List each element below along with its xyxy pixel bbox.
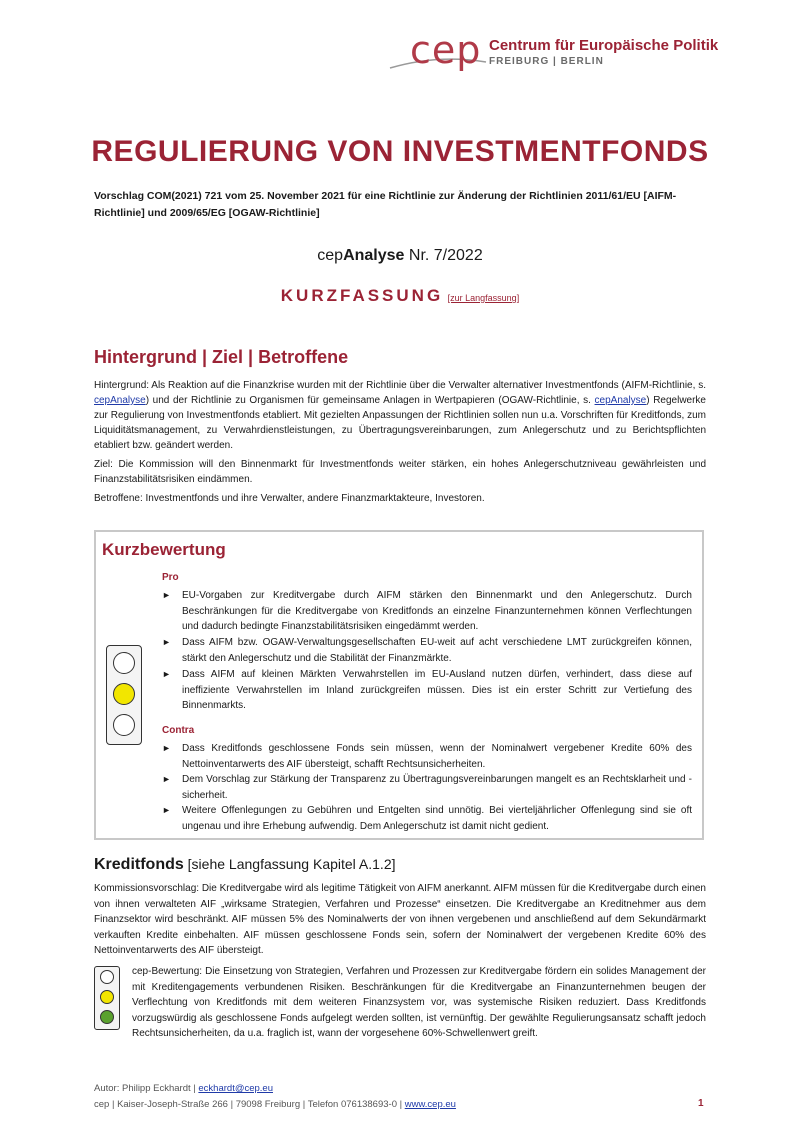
- contra-item: ► Dem Vorschlag zur Stärkung der Transparenz zu Übertragungsvereinbarungen mangelt es an Rechtsklarheit und -sicherheit.: [162, 774, 692, 801]
- traffic-light-kreditfonds: [94, 966, 120, 1030]
- section-heading-hintergrund: Hintergrund | Ziel | Betroffene: [94, 347, 349, 367]
- org-city: FREIBURG | BERLIN: [489, 56, 604, 67]
- traffic-light-green-icon: [100, 1010, 114, 1024]
- traffic-light-yellow-icon: [100, 990, 114, 1004]
- bullet-arrow-icon: ►: [162, 805, 171, 815]
- paragraph-hintergrund: [94, 378, 706, 453]
- cepanalyse-link-aifm[interactable]: cepAnalyse: [94, 395, 146, 406]
- analyse-prefix: cep: [317, 247, 344, 264]
- bullet-arrow-icon: ►: [162, 774, 171, 784]
- org-name: Centrum für Europäische Politik: [489, 37, 719, 54]
- cep-logo-text: cep: [410, 28, 482, 72]
- paragraph-betroffene: Betroffene: Investmentfonds und ihre Verwalter, andere Finanzmarktakteure, Investoren.: [94, 493, 485, 504]
- website-link[interactable]: www.cep.eu: [404, 1099, 456, 1110]
- analyse-rest: Nr. 7/2022: [404, 247, 483, 264]
- contra-item: ► Weitere Offenlegungen zu Gebühren und Entgelten sind unnötig. Bei vierteljährlicher Offenlegung sind sie oft ungenau und ihre Erhebung aufwendig. Dem Anlegerschutz ist damit nicht gedient.: [162, 805, 692, 832]
- pro-item: ► Dass AIFM auf kleinen Märkten Verwahrstellen im EU-Ausland nutzen dürfen, verhindert, dass diese auf ineffiziente Verwahrstellen im Inland zurückgreifen müssen. Dies ist ein erster Schritt zur Vertiefung des Binnenmarkts.: [162, 669, 692, 711]
- hintergrund-text-c: ) Regelwerke zur Regulierung von Investmentfonds etabliert. Mit gezielten Anpassungen der Richtlinien sollen nun u.a. Vorschriften für Kreditfonds, zum Liquiditätsmanagement, zu Verwahrdienstleistungen, zu Übertragungsvereinbarungen, zum Anlegerschutz und zu Berichtspflichten etabliert bzw. geändert werden.: [94, 395, 706, 451]
- kreditfonds-ref: [siehe Langfassung Kapitel A.1.2]: [183, 856, 396, 872]
- paragraph-kommissionsvorschlag: Kommissionsvorschlag: Die Kreditvergabe wird als legitime Tätigkeit von AIFM anerkannt. AIFM müssen für die Kreditvergabe durch einen von ihnen verwalteten AIF „wirksame Strategien, Verfahren und Prozesse“ einsetzen. Die Kreditvergabe an Kreditnehmer aus dem Finanzsektor wird beschränkt. AIF müssen 5% des Nominalwerts der von ihnen vergebenen und anschließend auf dem Sekundärmarkt verkauften Kredite einbehalten. AIF müssen geschlossene Fonds sein, sofern der Nominalwert der vergebenen Kredite 60% des Nettoinventarwerts des AIF übersteigt.: [94, 883, 706, 956]
- bullet-arrow-icon: ►: [162, 637, 171, 647]
- traffic-light-bottom-empty-icon: [113, 714, 135, 736]
- paragraph-ziel: Ziel: Die Kommission will den Binnenmarkt für Investmentfonds weiter stärken, ein hohes Anlegerschutzniveau gewährleisten und Finanzstabilitätsrisiken eindämmen.: [94, 459, 706, 485]
- page-number: 1: [698, 1098, 704, 1109]
- pro-item: ► Dass AIFM bzw. OGAW-Verwaltungsgesellschaften EU-weit auf acht verschiedene LMT zurückgreifen können, stärkt den Anlegerschutz und die Stabilität der Finanzmärkte.: [162, 637, 692, 664]
- footer-address: [94, 1099, 456, 1110]
- pro-item: ► EU-Vorgaben zur Kreditvergabe durch AIFM stärken den Binnenmarkt und den Anlegerschutz. Durch Beschränkungen für die Kreditvergabe von Kreditfonds an einzelne Finanzunternehmen können Verflechtungen und dadurch bedingte Finanzstabilitätsrisiken eingedämmt werden.: [162, 590, 692, 632]
- analyse-number: [0, 247, 800, 265]
- analyse-bold: Analyse: [343, 247, 405, 264]
- contra-label: Contra: [162, 725, 195, 736]
- langfassung-link[interactable]: [zur Langfassung]: [447, 293, 520, 303]
- hintergrund-text-b: ) und der Richtlinie zu Organismen für gemeinsame Anlagen in Wertpapieren (OGAW-Richtlinie, s.: [145, 395, 595, 406]
- traffic-light-yellow-icon: [113, 683, 135, 705]
- cepanalyse-link-ogaw[interactable]: cepAnalyse: [594, 395, 647, 406]
- address-text: cep | Kaiser-Joseph-Straße 266 | 79098 Freiburg | Telefon 076138693-0 |: [94, 1099, 405, 1110]
- contra-item: ► Dass Kreditfonds geschlossene Fonds sein müssen, wenn der Nominalwert vergebener Kredite 60% des Nettoinventarwerts des AIF übersteigt, schafft Rechtsunsicherheiten.: [162, 743, 692, 770]
- paragraph-cep-bewertung: cep-Bewertung: Die Einsetzung von Strategien, Verfahren und Prozessen zur Kreditvergabe fördern ein solides Management der mit Kreditengagements verbundenen Risiken. Beschränkungen für die Kreditvergabe an Finanzunternehmen beugen der Verflechtung von Kreditfonds mit dem weiteren Finanzsystem vor, was systemische Risiken reduziert. Dass Kreditfonds vorzugswürdig als geschlossene Fonds aufgelegt werden sollten, ist vernünftig. Der gewählte Regulierungsansatz schafft jedoch Rechtsunsicherheiten, da u.a. fraglich ist, wann der vorgesehene 60%-Schwellenwert greift.: [132, 966, 706, 1039]
- document-title: REGULIERUNG VON INVESTMENTFONDS: [91, 135, 709, 168]
- bullet-arrow-icon: ►: [162, 590, 171, 600]
- traffic-light-rating: [106, 645, 142, 745]
- kreditfonds-title: Kreditfonds: [94, 856, 184, 873]
- author-text: Autor: Philipp Eckhardt |: [94, 1083, 199, 1094]
- bullet-arrow-icon: ►: [162, 669, 171, 679]
- bullet-arrow-icon: ►: [162, 743, 171, 753]
- traffic-light-top-empty-icon: [113, 652, 135, 674]
- hintergrund-text-a: Hintergrund: Als Reaktion auf die Finanzkrise wurden mit der Richtlinie über die Verwalter alternativer Investmentfonds (AIFM-Richtlinie, s.: [94, 380, 706, 391]
- author-email-link[interactable]: eckhardt@cep.eu: [198, 1083, 273, 1094]
- footer-author: [94, 1083, 273, 1094]
- section-heading-kreditfonds: [94, 856, 396, 874]
- pro-label: Pro: [162, 572, 179, 583]
- kurzfassung-heading: [0, 286, 800, 306]
- traffic-light-top-empty-icon: [100, 970, 114, 984]
- kurzfassung-label: KURZFASSUNG: [280, 286, 444, 305]
- kurzbewertung-title: Kurzbewertung: [102, 540, 226, 559]
- proposal-line: Vorschlag COM(2021) 721 vom 25. November 2021 für eine Richtlinie zur Änderung der Richtlinien 2011/61/EU [AIFM-Richtlinie] und 2009/65/EG [OGAW-Richtlinie]: [94, 190, 677, 219]
